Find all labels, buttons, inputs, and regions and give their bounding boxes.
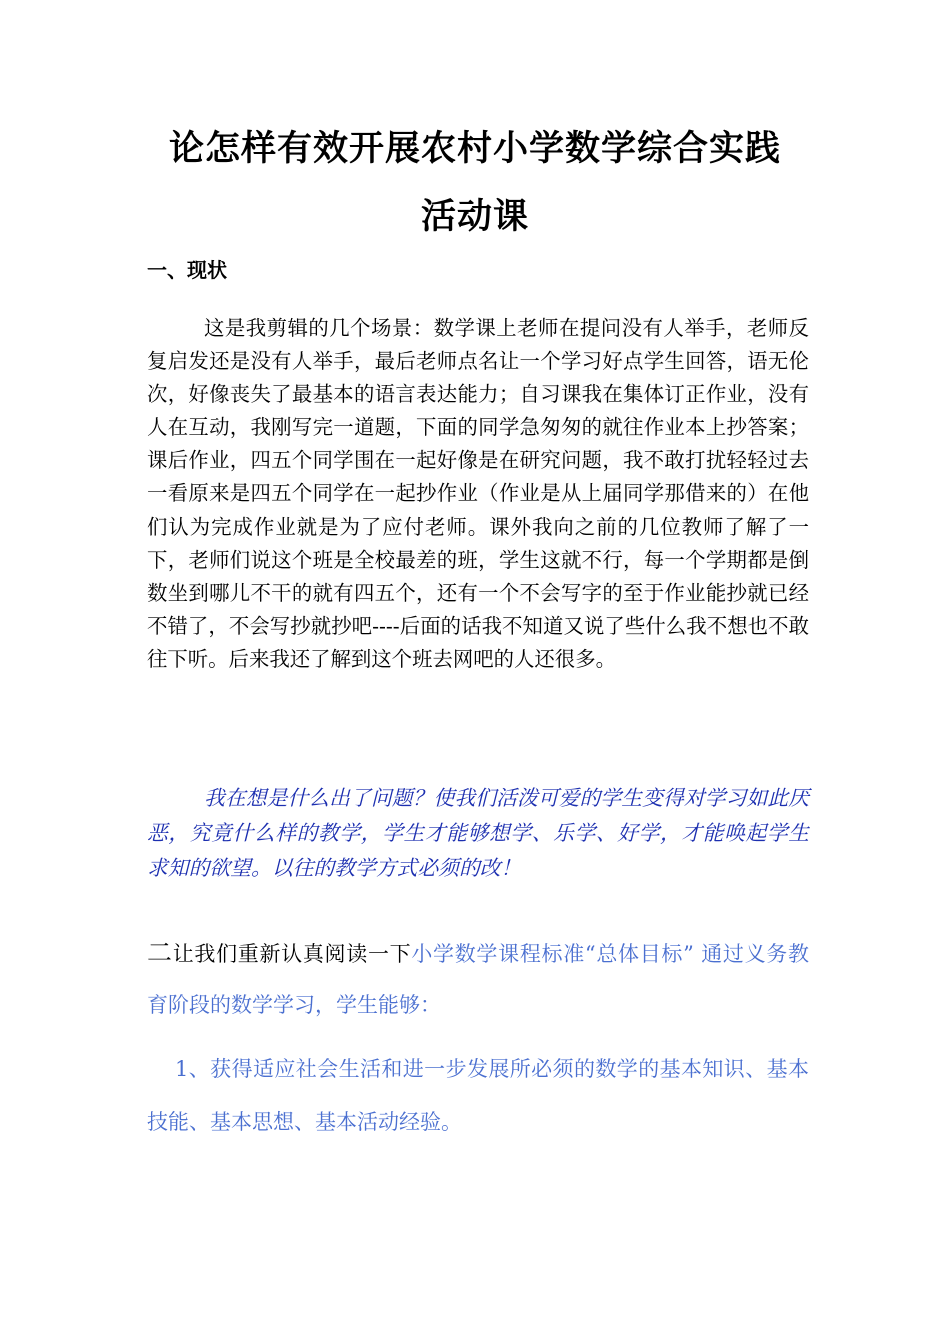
curriculum-standard-highlight: 小学数学课程标准“总体目标” 通过义务教育阶段的数学学习，学生能够： — [147, 942, 809, 1017]
section-2-intro-text: 让我们重新认真阅读一下 — [172, 942, 412, 966]
section-1-paragraph: 这是我剪辑的几个场景：数学课上老师在提问没有人举手，老师反复启发还是没有人举手，最后老师点名让一个学习好点学生回答，语无伦次，好像丧失了最基本的语言表达能力；自习课我在集体订正作业，没有人在互动，我刚写完一道题，下面的同学急匆匆的就往作业本上抄答案；课后作业，四五个同学围在一起好像是在研究问题，我不敢打扰轻轻过去一看原来是四五个同学在一起抄作业（作业是从上届同学那借来的）在他们认为完成作业就是为了应付老师。课外我向之前的几位教师了解了一下，老师们说这个班是全校最差的班，学生这就不行，每一个学期都是倒数坐到哪儿不干的就有四五个，还有一个不会写字的至于作业能抄就已经不错了，不会写抄就抄吧----后面的话我不知道又说了些什么我不想也不敢往下听。后来我还了解到这个班去网吧的人还很多。 — [147, 316, 809, 671]
document-title-line-1: 论怎样有效开展农村小学数学综合实践 — [168, 129, 781, 169]
section-2-paragraph — [147, 927, 809, 1031]
section-1-heading: 一、现状 — [147, 258, 227, 282]
reflection-paragraph: 我在想是什么出了问题？使我们活泼可爱的学生变得对学习如此厌恶，究竟什么样的教学，学生才能够想学、乐学、好学，才能唤起学生求知的欲望。以往的教学方式必须的改！ — [147, 786, 809, 880]
section-2-number: 二 — [147, 938, 173, 967]
document-title-line-2: 活动课 — [420, 197, 529, 237]
goal-item-1: 1、获得适应社会生活和进一步发展所必须的数学的基本知识、基本技能、基本思想、基本活动经验。 — [147, 1057, 809, 1134]
